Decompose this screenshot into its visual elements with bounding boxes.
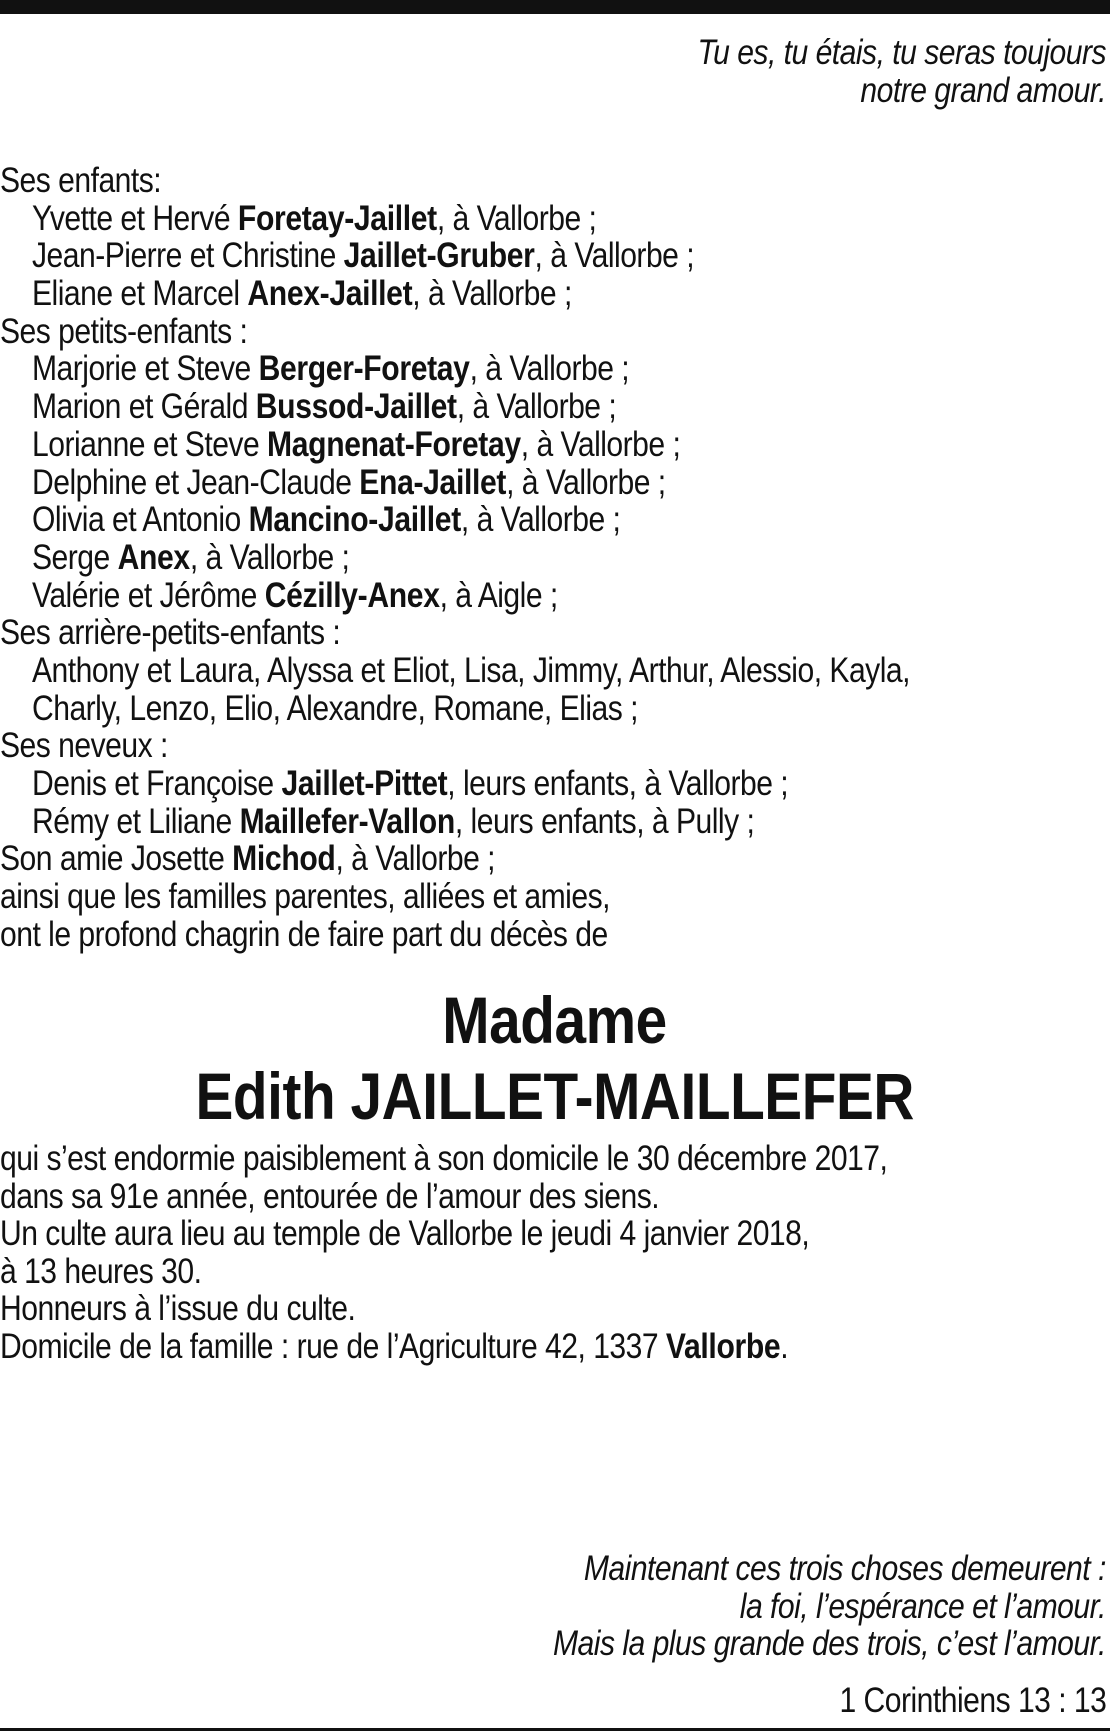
family-name: Berger-Foretay [258, 349, 470, 389]
text-line-content [32, 499, 959, 541]
text-line [0, 838, 1110, 879]
line-text: ont le profond chagrin de faire part du décès de [0, 914, 608, 954]
text-line [0, 1251, 1110, 1289]
text-line [0, 725, 1110, 766]
line-text: Eliane et Marcel [32, 274, 248, 314]
text-line-content [32, 198, 959, 240]
text-line-content [32, 386, 959, 428]
text-line-content [32, 462, 959, 504]
line-text: Valérie et Jérôme [32, 575, 265, 615]
line-text: Rémy et Liliane [32, 801, 240, 841]
line-text: Ses petits-enfants : [0, 311, 248, 351]
line-location: , à Vallorbe ; [436, 198, 597, 238]
bible-reference-text: 1 Corinthiens 13 : 13 [839, 1681, 1106, 1720]
text-line-content [32, 348, 959, 390]
text-line-content [32, 763, 959, 805]
text-line-content [0, 1176, 955, 1218]
line-location: , leurs enfants, à Pully ; [454, 801, 755, 841]
text-line-content [32, 424, 959, 466]
text-line [0, 386, 1110, 427]
line-text: Charly, Lenzo, Elio, Alexandre, Romane, Elias ; [32, 688, 638, 728]
text-line-content [32, 273, 959, 315]
text-line [0, 914, 1110, 952]
text-line-content [0, 311, 955, 353]
bottom-quote [463, 1548, 1106, 1664]
text-line-content [0, 914, 955, 956]
text-line-content [0, 876, 955, 918]
line-text: Ses enfants: [0, 161, 162, 200]
line-location: , à Vallorbe ; [460, 500, 621, 540]
text-line [0, 499, 1110, 540]
line-location: , à Vallorbe ; [412, 274, 572, 314]
bottom-quote-line: Maintenant ces trois choses demeurent : [584, 1549, 1106, 1588]
text-line [0, 462, 1110, 500]
bottom-quote-line: Mais la plus grande des trois, c’est l’amour. [553, 1624, 1106, 1664]
line-text: à 13 heures 30. [0, 1251, 202, 1291]
text-line [0, 311, 1110, 349]
line-location: , à Vallorbe ; [534, 236, 695, 276]
text-line [0, 575, 1110, 613]
line-location: , à Vallorbe ; [506, 462, 666, 502]
text-line [0, 876, 1110, 917]
line-text: Son amie Josette [0, 839, 233, 879]
text-line-content [0, 1326, 955, 1368]
deceased-title [0, 980, 1110, 1060]
line-text: Lorianne et Steve [32, 424, 268, 464]
text-line [0, 801, 1110, 839]
line-text: dans sa 91e année, entourée de l’amour des siens. [0, 1176, 660, 1216]
line-text: qui s’est endormie paisiblement à son domicile le 30 décembre 2017, [0, 1139, 888, 1178]
line-text: Ses arrière-petits-enfants : [0, 613, 341, 653]
line-location: , à Vallorbe ; [520, 424, 681, 464]
text-line [0, 348, 1110, 389]
family-list [0, 160, 1110, 954]
family-name: Jaillet-Pittet [281, 764, 448, 803]
text-line [0, 537, 1110, 575]
text-line [0, 1176, 1110, 1214]
line-text: Domicile de la famille : rue de l’Agriculture 42, 1337 [0, 1326, 666, 1366]
family-name: Michod [232, 839, 336, 879]
text-line-content [32, 688, 959, 730]
line-text: Jean-Pierre et Christine [32, 236, 344, 276]
text-line [0, 688, 1110, 726]
text-line-content [0, 612, 955, 654]
text-line-content [32, 801, 959, 843]
family-name: Cézilly-Anex [264, 575, 440, 615]
line-location: . [780, 1326, 789, 1366]
line-text: Marion et Gérald [32, 387, 256, 427]
family-name: Bussod-Jaillet [255, 387, 457, 427]
top-quote-line: Tu es, tu étais, tu seras toujours [697, 33, 1106, 72]
text-line [0, 273, 1110, 314]
text-line [0, 160, 1110, 198]
text-line [0, 1326, 1110, 1364]
text-line-content [0, 725, 955, 767]
bible-reference [796, 1680, 1106, 1722]
line-text: Delphine et Jean-Claude [32, 462, 360, 502]
family-name: Vallorbe [665, 1326, 781, 1366]
line-text: Honneurs à l’issue du culte. [0, 1289, 356, 1329]
line-text: Anthony et Laura, Alyssa et Eliot, Lisa, Jimmy, Arthur, Alessio, Kayla, [32, 650, 910, 690]
line-location: , à Vallorbe ; [335, 839, 495, 879]
bottom-rule [0, 1728, 1110, 1731]
family-name: Ena-Jaillet [359, 462, 507, 502]
line-text: Olivia et Antonio [32, 500, 249, 540]
text-line-content [32, 650, 959, 692]
text-line-content [0, 1138, 955, 1180]
text-line [0, 612, 1110, 653]
top-quote [631, 32, 1106, 112]
text-line [0, 235, 1110, 276]
family-name: Foretay-Jaillet [237, 198, 437, 238]
line-text: Serge [32, 537, 118, 577]
service-details [0, 1138, 1110, 1364]
line-location: , à Vallorbe ; [189, 537, 350, 577]
top-quote-line: notre grand amour. [860, 71, 1106, 110]
text-line [0, 198, 1110, 236]
text-line-content [32, 575, 959, 617]
line-text: Ses neveux : [0, 726, 168, 766]
family-name: Maillefer-Vallon [239, 801, 455, 841]
text-line [0, 1138, 1110, 1176]
line-text: ainsi que les familles parentes, alliées et amies, [0, 877, 610, 917]
deceased-honorific: Madame [442, 983, 668, 1057]
line-location: , à Aigle ; [439, 575, 558, 615]
line-text: Denis et Françoise [32, 764, 282, 803]
family-name: Mancino-Jaillet [248, 500, 461, 540]
line-location: , à Vallorbe ; [469, 349, 630, 389]
line-location: , leurs enfants, à Vallorbe ; [447, 764, 789, 803]
text-line [0, 650, 1110, 688]
text-line-content [32, 537, 959, 579]
text-line-content [0, 1213, 955, 1255]
text-line-content [0, 160, 955, 202]
bottom-quote-line: la foi, l’espérance et l’amour. [739, 1586, 1106, 1626]
family-name: Anex [117, 537, 190, 577]
family-name: Jaillet-Gruber [343, 236, 535, 276]
text-line-content [0, 838, 955, 880]
line-location: , à Vallorbe ; [456, 387, 617, 427]
text-line-content [32, 235, 959, 277]
deceased-name: Edith JAILLET-MAILLEFER [195, 1059, 915, 1133]
line-text: Yvette et Hervé [32, 198, 238, 238]
text-line [0, 763, 1110, 801]
text-line [0, 424, 1110, 462]
text-line-content [0, 1288, 955, 1330]
text-line [0, 1213, 1110, 1254]
family-name: Magnenat-Foretay [267, 424, 521, 464]
top-rule [0, 0, 1110, 14]
family-name: Anex-Jaillet [247, 274, 413, 314]
text-line-content [0, 1251, 955, 1293]
line-text: Un culte aura lieu au temple de Vallorbe le jeudi 4 janvier 2018, [0, 1214, 810, 1254]
text-line [0, 1288, 1110, 1329]
deceased-name-block [0, 1056, 1110, 1136]
line-text: Marjorie et Steve [32, 349, 259, 389]
